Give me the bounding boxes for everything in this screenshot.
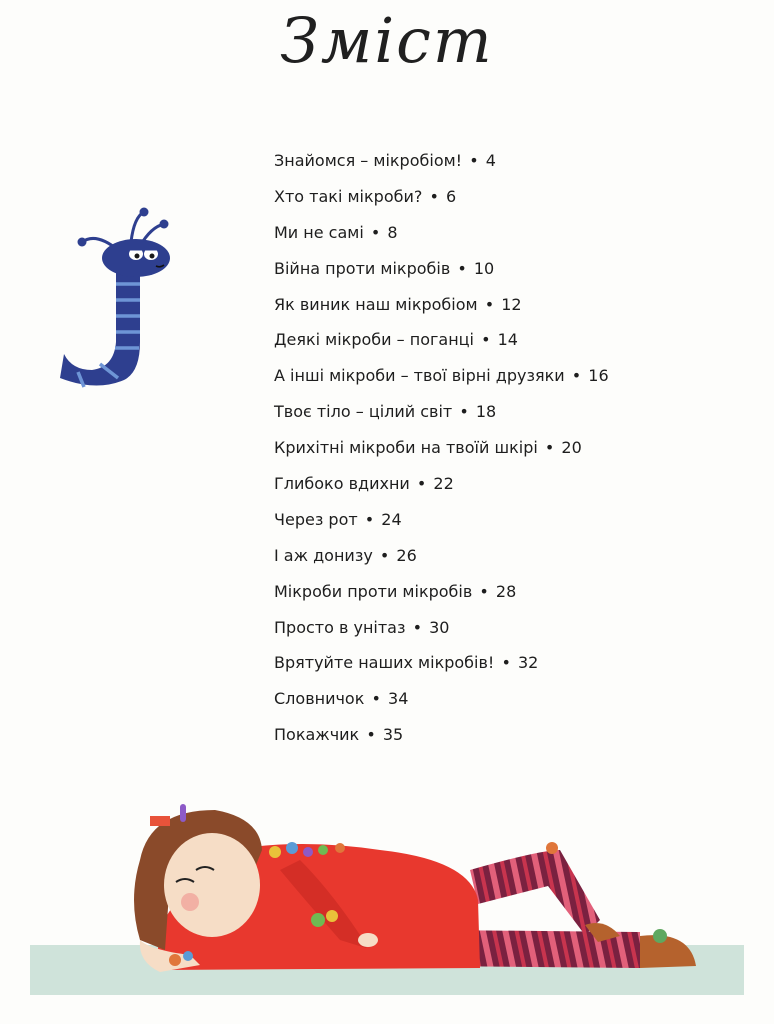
toc-separator: •: [459, 402, 469, 422]
toc-item-page: 16: [588, 366, 609, 386]
toc-item-title: Знайомся – мікробіом!: [274, 151, 463, 170]
toc-item[interactable]: [274, 538, 754, 574]
toc-item-page: 18: [475, 402, 497, 422]
toc-item[interactable]: [274, 215, 754, 251]
toc-item[interactable]: [274, 502, 754, 538]
toc-item-title: Як виник наш мікробіом: [274, 294, 478, 314]
toc-separator: •: [484, 294, 495, 314]
toc-separator: •: [379, 545, 390, 565]
toc-item[interactable]: [274, 251, 754, 287]
toc-item-page: 30: [429, 617, 450, 637]
toc-separator: •: [371, 689, 381, 709]
toc-item-title: Врятуйте наших мікробів!: [274, 653, 495, 673]
toc-item[interactable]: [274, 287, 754, 323]
toc-item-page: 6: [445, 186, 457, 206]
toc-separator: •: [481, 330, 491, 350]
toc-item-title: Глибоко вдихни: [274, 474, 410, 494]
toc-separator: •: [366, 725, 376, 745]
toc-item[interactable]: [274, 179, 754, 215]
toc-separator: •: [416, 474, 427, 494]
toc-item-page: 20: [561, 438, 582, 458]
toc-item-title: Війна проти мікробів: [274, 258, 451, 278]
toc-item[interactable]: [274, 466, 754, 502]
toc-separator: •: [370, 222, 381, 242]
toc-item[interactable]: [274, 717, 754, 753]
toc-item-title: А інші мікроби – твої вірні друзяки: [274, 366, 565, 386]
toc-separator: •: [364, 509, 375, 529]
toc-item-page: 24: [381, 509, 402, 529]
toc-item-page: 28: [495, 581, 517, 601]
toc-separator: •: [469, 151, 479, 170]
toc-item[interactable]: [274, 681, 754, 717]
toc-separator: •: [457, 258, 467, 278]
toc-item-page: 12: [501, 294, 522, 314]
toc-item-title: Крихітні мікроби на твоїй шкірі: [274, 438, 538, 458]
toc-item-title: Деякі мікроби – поганці: [274, 330, 474, 350]
toc-item-page: 22: [433, 474, 454, 494]
toc-separator: •: [544, 438, 555, 458]
table-of-contents: [274, 143, 754, 753]
toc-item[interactable]: [274, 645, 754, 681]
toc-item[interactable]: [274, 430, 754, 466]
child-leg-raised: [470, 850, 600, 935]
toc-item-page: 35: [382, 725, 404, 745]
toc-item-page: 10: [473, 258, 495, 278]
toc-item-title: Хто такі мікроби?: [274, 186, 423, 206]
toc-separator: •: [412, 617, 423, 637]
toc-item[interactable]: [274, 143, 754, 179]
toc-separator: •: [479, 581, 489, 601]
toc-item[interactable]: [274, 574, 754, 610]
toc-item-title: Твоє тіло – цілий світ: [274, 402, 453, 422]
toc-separator: •: [501, 653, 511, 673]
toc-item-title: Мікроби проти мікробів: [274, 581, 473, 601]
toc-item-page: 32: [517, 653, 539, 673]
toc-separator: •: [571, 366, 582, 386]
toc-item-page: 8: [387, 222, 398, 242]
toc-item-page: 26: [396, 545, 417, 565]
page-title: Зміст: [280, 4, 494, 77]
lying-child-illustration: [0, 790, 774, 1024]
toc-item-title: Покажчик: [274, 725, 360, 745]
toc-item-page: 4: [485, 151, 496, 170]
toc-item-page: 14: [497, 330, 518, 350]
toc-item-title: Словничок: [274, 689, 365, 709]
blue-worm-microbe-icon: [56, 202, 186, 392]
toc-item-title: І аж донизу: [274, 545, 373, 565]
toc-item[interactable]: [274, 322, 754, 358]
child-face: [164, 833, 260, 937]
toc-item-title: Просто в унітаз: [274, 617, 406, 637]
toc-item-title: Через рот: [274, 509, 358, 529]
toc-item-title: Ми не самі: [274, 222, 364, 242]
toc-separator: •: [429, 186, 439, 206]
toc-item[interactable]: [274, 610, 754, 646]
toc-item[interactable]: [274, 394, 754, 430]
toc-item-page: 34: [388, 689, 409, 709]
toc-item[interactable]: [274, 358, 754, 394]
